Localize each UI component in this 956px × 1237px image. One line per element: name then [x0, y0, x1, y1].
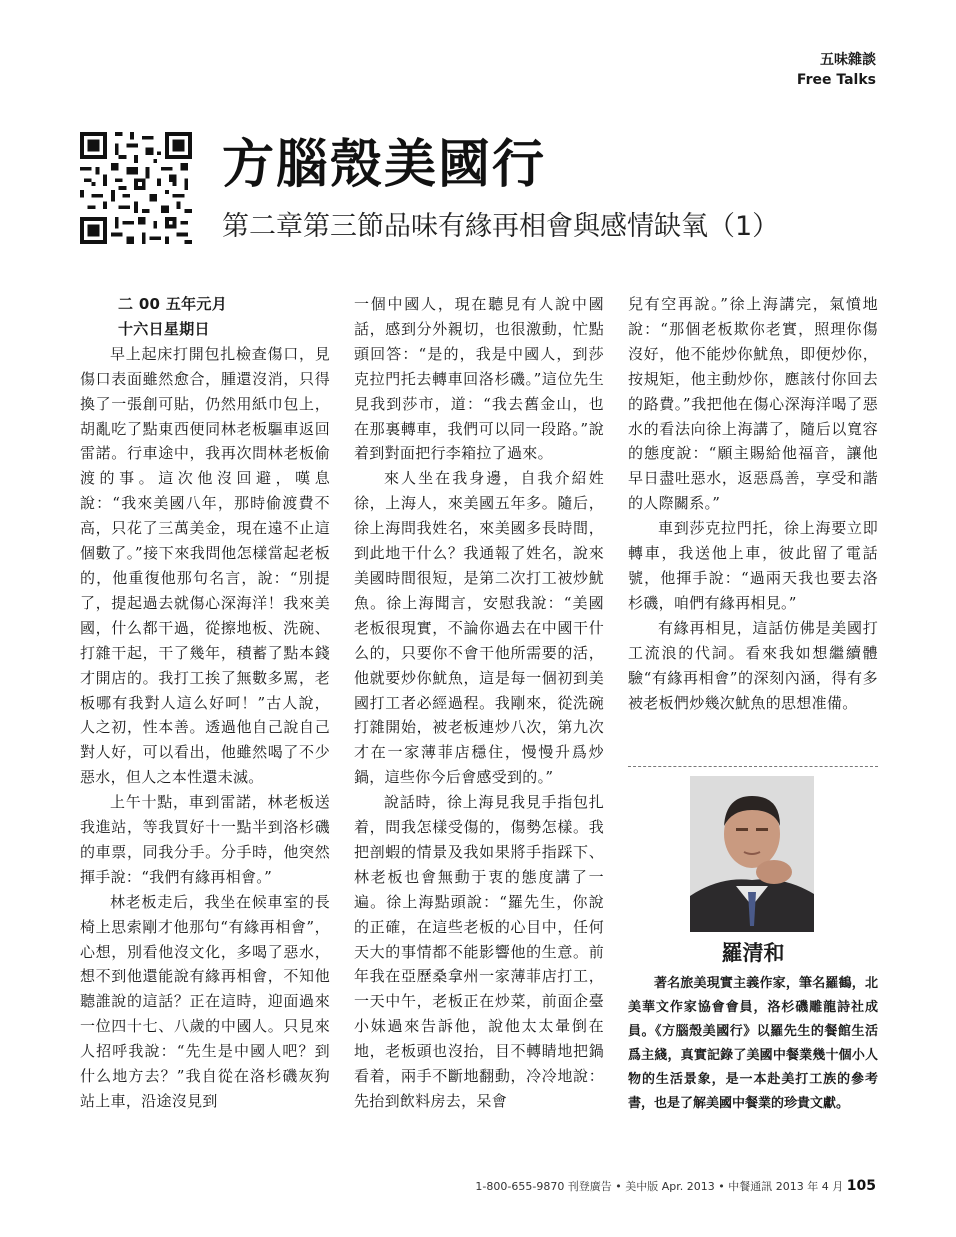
divider — [628, 766, 878, 767]
section-tag — [797, 50, 876, 90]
footer-info: 1-800-655-9870 刊登廣告 • 美中版 Apr. 2013 • 中餐通訊 2013 年 4 月 — [475, 1180, 844, 1193]
text-column-1 — [80, 292, 330, 1114]
article-title: 方腦殼美國行 — [222, 134, 547, 195]
dateline-year: 二 00 五年元月 — [118, 295, 228, 313]
paragraph: 上午十點，車到雷諾，林老板送我進站，等我買好十一點半到洛杉磯的車票，同我分手。分手時，他突然揮手說：“我們有緣再相會。” — [80, 793, 330, 886]
paragraph: 一個中國人，現在聽見有人說中國話，感到分外親切，也很激動，忙點頭回答：“是的，我是中國人，到莎克拉門托去轉車回洛杉磯。”這位先生見我到莎市，道：“我去舊金山，也在那裏轉車，我們可以同一段路。”說着到對面把行李箱拉了過來。 — [354, 295, 604, 463]
text-column-3 — [628, 292, 878, 762]
paragraph: 兒有空再說。”徐上海講完，氣憤地說：“那個老板欺你老實，照理你傷沒好，他不能炒你魷魚，即便炒你，按規矩，他主動炒你，應該付你回去的路費。”我把他在傷心深海洋喝了惡水的看法向徐上海講了，隨后以寬容的態度說：“願主賜給他福音，讓他早日盡吐惡水，返惡爲善，享受和諧的人際關系。” — [628, 295, 878, 513]
paragraph: 說話時，徐上海見我見手指包扎着，問我怎樣受傷的，傷勢怎樣。我把剖蝦的情景及我如果將手指踩下、林老板也會無動于衷的態度講了一遍。徐上海點頭說：“羅先生，你說的正確，在這些老板的心目中，任何天大的事情都不能影響他的生意。前年我在亞歷桑拿州一家薄菲店打工，一天中午，老板正在炒菜，前面企臺小妹過來告訴他，說他太太暈倒在地，老板頭也沒抬，目不轉睛地把鍋看着，兩手不斷地翻動，冷冷地說：先抬到飲料房去，呆會 — [354, 793, 604, 1110]
article-subtitle: 第二章第三節品味有緣再相會與感情缺氧（1） — [222, 211, 780, 242]
section-title-en: Free Talks — [796, 72, 876, 88]
author-photo — [690, 776, 814, 932]
page-footer — [475, 1176, 876, 1197]
qr-code[interactable] — [80, 132, 192, 244]
text-column-2 — [354, 292, 604, 1114]
dateline-day: 十六日星期日 — [118, 319, 210, 338]
paragraph: 有緣再相見，這話仿佛是美國打工流浪的代詞。看來我如想繼續體驗“有緣再相會”的深刻內涵，得有多被老板們炒幾次魷魚的思想准備。 — [628, 618, 878, 712]
author-name: 羅清和 — [721, 941, 785, 965]
paragraph: 來人坐在我身邊，自我介紹姓徐，上海人，來美國五年多。隨后，徐上海問我姓名，來美國多長時間，到此地干什么？我通報了姓名，說來美國時間很短，是第二次打工被炒魷魚。徐上海聞言，安慰我說：“美國老板很現實，不論你過去在中國干什么的，只要你不會干他所需要的活，他就要炒你魷魚，這是每一個初到美國打工者必經過程。我剛來，從洗碗打雜開始，被老板連炒八次，第九次才在一家薄菲店穩住，慢慢升爲炒鍋，這些你今后會感受到的。” — [354, 469, 604, 787]
paragraph: 車到莎克拉門托，徐上海要立即轉車，我送他上車，彼此留了電話號，他揮手說：“過兩天我也要去洛杉磯，咱們有緣再相見。” — [628, 519, 878, 612]
author-bio: 著名旅美現實主義作家，筆名羅鶴，北美華文作家協會會員，洛杉磯雕龍詩社成員。《方腦殼美國行》以羅先生的餐館生活爲主綫，真實記錄了美國中餐業幾十個小人物的生活景象，是一本赴美打工族的參考書，也是了解美國中餐業的珍貴文獻。 — [628, 976, 878, 1111]
paragraph: 早上起床打開包扎檢查傷口，見傷口表面雖然愈合，腫還沒消，只得換了一張創可貼，仍然用紙巾包上，胡亂吃了點東西便同林老板驅車返回雷諾。行車途中，我再次問林老板偷渡的事。這次他沒回避，嘆息說：“我來美國八年，那時偷渡費不高，只花了三萬美金，現在遠不止這個數了。”接下來我問他怎樣當起老板的，他重復他那句名言，說：“別提了，提起過去就傷心深海洋！我來美國，什么都干過，從擦地板、洗碗、打雜干起，干了幾年，積蓄了點本錢才開店的。我打工挨了無數多罵，老板哪有我對人這么好呵！”古人說，人之初，性本善。透過他自己說自己對人好，可以看出，他雖然喝了不少惡水，但人之本性還未滅。 — [80, 344, 330, 787]
page-number: 105 — [846, 1178, 876, 1194]
paragraph: 林老板走后，我坐在候車室的長椅上思索剛才他那句“有緣再相會”，心想，別看他沒文化，多喝了惡水，想不到他還能說有緣再相會，不知他聽誰說的這話？正在這時，迎面過來一位四十七、八歲的中國人。只見來人招呼我說：“先生是中國人吧？到什么地方去？”我自從在洛杉磯灰狗站上車，沿途沒見到 — [80, 892, 330, 1110]
section-title-zh: 五味雜談 — [820, 52, 876, 68]
